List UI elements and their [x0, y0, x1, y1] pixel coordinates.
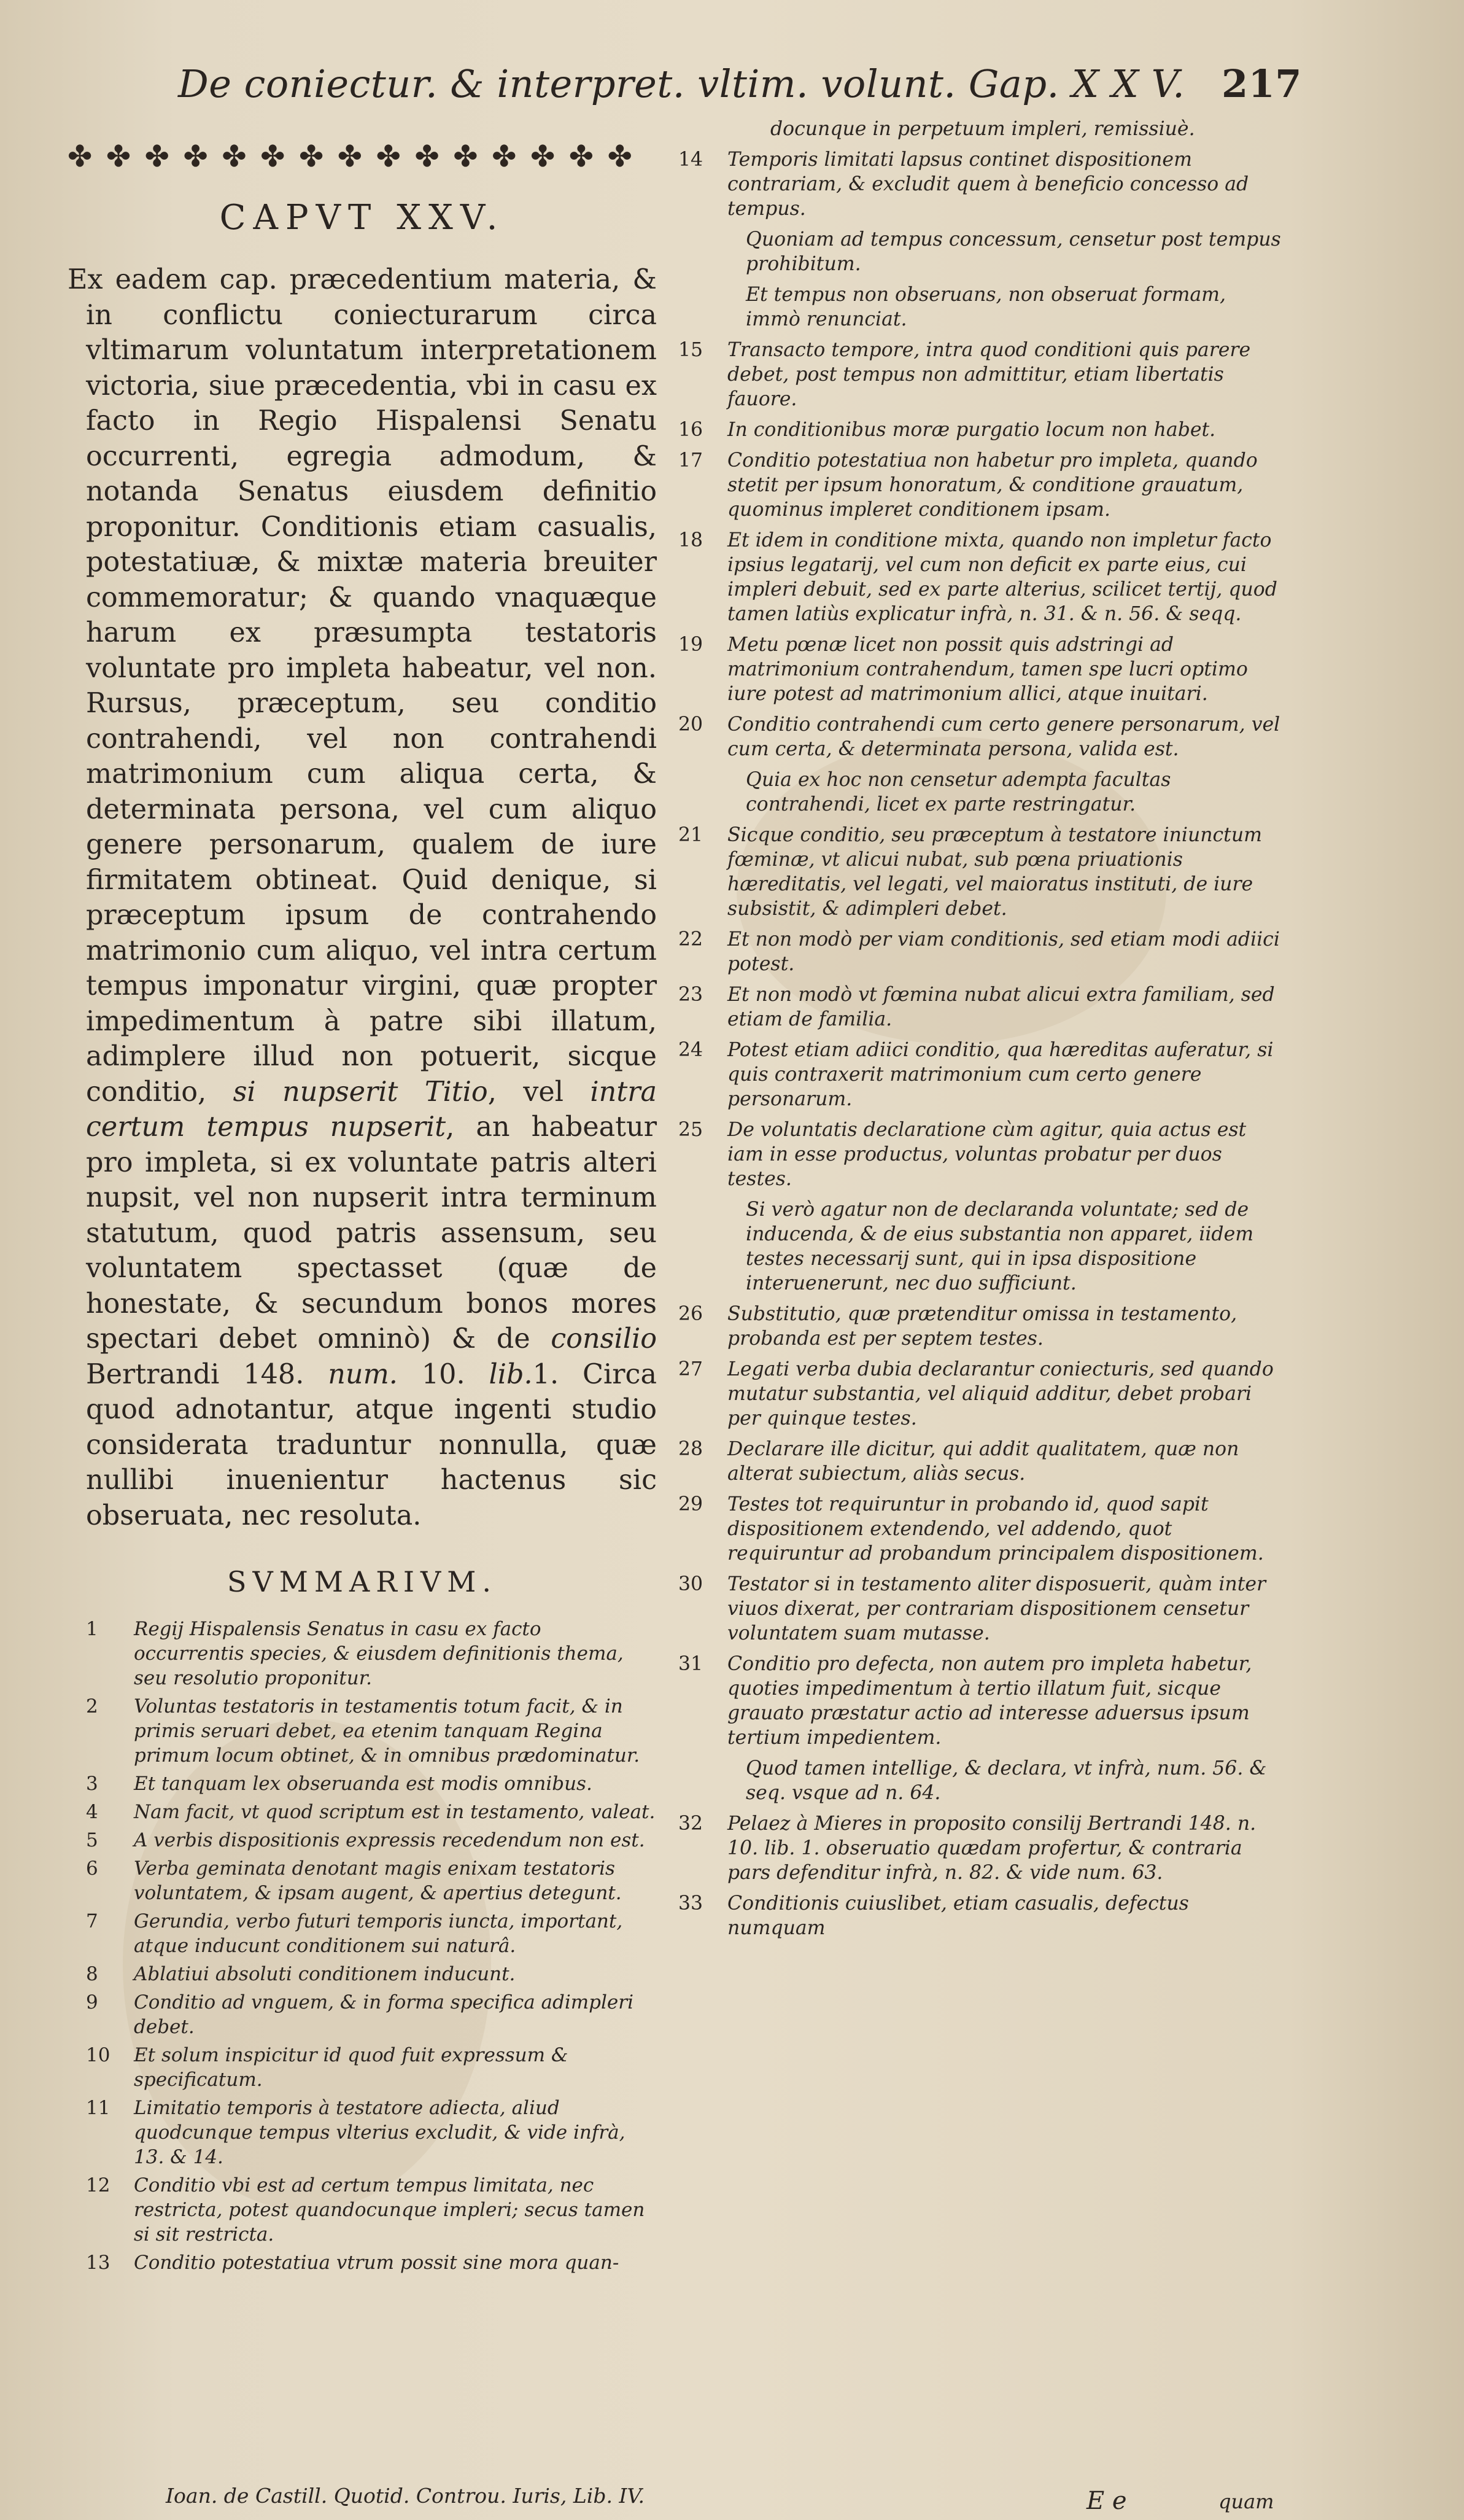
- signature-mark: E e: [1086, 2487, 1127, 2515]
- summary-item-text: Et non modò per viam conditionis, sed etiam modi adiici potest.: [727, 928, 1280, 975]
- summary-item: [68, 2043, 657, 2092]
- summary-item-text: Conditio potestatiua non habetur pro impleta, quando stetit per ipsum honoratum, & conditione grauatum, quominus impleret conditionem ipsam.: [727, 449, 1258, 521]
- summary-item: [672, 227, 1286, 276]
- summary-item-text: Testes tot requiruntur in probando id, quod sapit dispositionem extendendo, vel addendo, quot requiruntur ad probandum principalem dispositionem.: [727, 1493, 1264, 1565]
- summary-item: [672, 1038, 1286, 1111]
- summary-item-number: 19: [678, 634, 703, 656]
- catchword: quam: [1218, 2490, 1274, 2513]
- summary-item-text: Quoniam ad tempus concessum, censetur post tempus prohibitum.: [746, 228, 1281, 275]
- summary-item-text: Legati verba dubia declarantur coniecturis, sed quando mutatur substantia, vel aliquid additur, debet probari per quinque testes.: [727, 1358, 1274, 1429]
- fleuron-icon: ✤: [183, 139, 208, 174]
- summary-item: [68, 1990, 657, 2039]
- argument-italic: intra certum tempus nupserit: [86, 1076, 657, 1143]
- summary-item-number: 14: [678, 149, 703, 171]
- summary-item-text: Et idem in conditione mixta, quando non impletur facto ipsius legatarij, vel cum non deficit ex parte eius, cui impleri debuit, sed ex parte alterius, scilicet tertij, quod tamen latiùs explicatur infrà, n. 31. & n. 56. & seqq.: [727, 529, 1277, 625]
- summary-item: [672, 712, 1286, 761]
- summary-item-number: 8: [86, 1963, 98, 1985]
- summary-item-text: Pelaez à Mieres in proposito consilij Bertrandi 148. n. 10. lib. 1. obseruatio quædam profertur, & contraria pars defenditur infrà, n. 82. & vide num. 63.: [727, 1813, 1257, 1884]
- summary-item: [672, 1492, 1286, 1566]
- summary-item-text: Declarare ille dicitur, qui addit qualitatem, quæ non alterat subiectum, aliàs secus.: [727, 1438, 1239, 1485]
- summary-item-number: 29: [678, 1493, 703, 1515]
- summary-item-text: Quia ex hoc non censetur adempta facultas contrahendi, licet ex parte restringatur.: [746, 769, 1171, 815]
- footer-book: Lib. IV.: [573, 2484, 645, 2508]
- summary-item: [672, 117, 1286, 141]
- summary-item-number: 10: [86, 2044, 110, 2066]
- summary-item: [672, 528, 1286, 626]
- summary-item-text: Sicque conditio, seu præceptum à testatore iniunctum fœminæ, vt alicui nubat, sub pœna priuationis hæreditatis, vel legati, vel maioratus instituti, de iure subsistit, & adimpleri debet.: [727, 824, 1262, 920]
- summary-item: [672, 1572, 1286, 1646]
- argument-text: Bertrandi 148.: [86, 1358, 328, 1390]
- summary-item-number: 17: [678, 449, 703, 472]
- chapter-argument: [68, 262, 657, 1533]
- summary-item-number: 11: [86, 2097, 110, 2119]
- summary-item: [672, 418, 1286, 442]
- summary-item: [68, 1771, 657, 1796]
- summary-item-text: Conditionis cuiuslibet, etiam casualis, defectus numquam: [727, 1892, 1189, 1939]
- fleuron-icon: ✤: [530, 139, 556, 174]
- footer-author: [166, 2484, 645, 2508]
- summary-item: [68, 1856, 657, 1905]
- summary-item-text: Conditio contrahendi cum certo genere personarum, vel cum certa, & determinata persona, valida est.: [727, 714, 1280, 760]
- summary-item: [672, 338, 1286, 411]
- summarium-list-right: [672, 117, 1286, 1940]
- summary-item: [672, 927, 1286, 976]
- summary-item: [672, 448, 1286, 522]
- summary-item-text: Et tempus non obseruans, non obseruat formam, immò renunciat.: [746, 284, 1226, 330]
- fleuron-icon: ✤: [453, 139, 478, 174]
- summary-item: [672, 1357, 1286, 1431]
- summary-item-number: 16: [678, 419, 703, 441]
- fleuron-icon: ✤: [144, 139, 169, 174]
- argument-italic: lib.: [489, 1358, 533, 1390]
- summary-item-number: 31: [678, 1653, 703, 1675]
- summary-item-number: 27: [678, 1358, 703, 1380]
- footer-author-text: Ioan. de Castill. Quotid. Controu. Iuris,: [166, 2484, 573, 2508]
- argument-text: Ex eadem cap. præcedentium materia, & in conflictu coniecturarum circa vltimarum voluntatum interpretationem victoria, siue præcedentia, vbi in casu ex facto in Regio Hispalensi Senatu occurrenti, egregia admodum, & notanda Senatus eiusdem definitio proponitur. Conditionis etiam casualis, potestatiuæ, & mixtæ materia breuiter commemoratur; & quando vnaquæque harum ex præsumpta testatoris voluntate pro impleta habeatur, vel non. Rursus, præceptum, seu conditio contrahendi, vel non contrahendi matrimonium cum aliqua certa, & determinata persona, vel cum aliquo genere personarum, qualem de iure firmitatem obtineat. Quid denique, si præceptum ipsum de contrahendo matrimonio cum aliquo, vel intra certum tempus imponatur virgini, quæ propter impedimentum à patre sibi illatum, adimplere illud non potuerit, sicque conditio,: [68, 264, 657, 1108]
- summary-item: [672, 823, 1286, 921]
- summary-item: [672, 1811, 1286, 1885]
- fleuron-icon: ✤: [222, 139, 247, 174]
- chapter-heading: CAPVT XXV.: [219, 198, 505, 238]
- summary-item-number: 21: [678, 824, 703, 846]
- summary-item-number: 30: [678, 1573, 703, 1595]
- summary-item: [672, 1437, 1286, 1486]
- summary-item-number: 9: [86, 1991, 98, 2013]
- summary-item-text: Nam facit, vt quod scriptum est in testamento, valeat.: [134, 1801, 656, 1823]
- summary-item: [672, 282, 1286, 332]
- summary-item: [68, 1694, 657, 1768]
- summary-item-number: 24: [678, 1039, 703, 1061]
- summary-item-number: 13: [86, 2252, 110, 2274]
- summary-item-text: Conditio ad vnguem, & in forma specifica adimpleri debet.: [134, 1991, 634, 2038]
- summary-item-text: Conditio pro defecta, non autem pro impleta habetur, quoties impedimentum à tertio illatum fuit, sicque grauato præstatur actio ad interesse aduersus ipsum tertium impedientem.: [727, 1653, 1252, 1749]
- summary-item: [672, 147, 1286, 221]
- summary-item-text: Quod tamen intellige, & declara, vt infrà, num. 56. & seq. vsque ad n. 64.: [746, 1757, 1267, 1804]
- summary-item-text: Et non modò vt fœmina nubat alicui extra familiam, sed etiam de familia.: [727, 984, 1275, 1030]
- summary-item: [672, 982, 1286, 1032]
- summary-item-text: Et tanquam lex obseruanda est modis omnibus.: [134, 1773, 592, 1795]
- summary-item-number: 2: [86, 1695, 98, 1717]
- summary-item-text: Transacto tempore, intra quod conditioni quis parere debet, post tempus non admittitur, etiam libertatis fauore.: [727, 339, 1251, 410]
- ornament-band: [68, 138, 632, 175]
- summary-item-number: 23: [678, 984, 703, 1006]
- summary-item-text: Conditio vbi est ad certum tempus limitata, nec restricta, potest quandocunque impleri; secus tamen si sit restricta.: [134, 2174, 645, 2246]
- fleuron-icon: ✤: [260, 139, 285, 174]
- summary-item-text: Conditio potestatiua vtrum possit sine mora quan-: [134, 2252, 619, 2274]
- fleuron-icon: ✤: [298, 139, 324, 174]
- argument-text: , an habeatur pro impleta, si ex voluntate patris alteri nupsit, vel non nupserit intra terminum statutum, quod patris assensum, seu voluntatem spectasset (quæ de honestate, & secundum bonos mores spectari debet omninò) & de: [86, 1111, 657, 1355]
- summary-item-number: 6: [86, 1857, 98, 1880]
- summary-item: [672, 1197, 1286, 1296]
- summarium-list-left: [68, 1617, 657, 2275]
- argument-italic: consilio: [551, 1323, 657, 1355]
- summary-item: [68, 2173, 657, 2247]
- summary-item-number: 33: [678, 1892, 703, 1915]
- summary-item-text: docunque in perpetuum impleri, remissiuè.: [770, 118, 1195, 140]
- summary-item-text: De voluntatis declaratione cùm agitur, quia actus est iam in esse productus, voluntas probatur per duos testes.: [727, 1119, 1247, 1190]
- summary-item: [68, 2096, 657, 2169]
- summary-item-number: 25: [678, 1119, 703, 1141]
- summary-item: [68, 1962, 657, 1986]
- fleuron-icon: ✤: [414, 139, 440, 174]
- fleuron-icon: ✤: [376, 139, 401, 174]
- fleuron-icon: ✤: [492, 139, 517, 174]
- argument-italic: num.: [328, 1358, 398, 1390]
- summary-item: [672, 1118, 1286, 1191]
- summary-item: [68, 1617, 657, 1690]
- summary-item-text: Regij Hispalensis Senatus in casu ex facto occurrentis species, & eiusdem definitionis thema, seu resolutio proponitur.: [134, 1618, 624, 1689]
- summary-item-text: Substitutio, quæ prætenditur omissa in testamento, probanda est per septem testes.: [727, 1303, 1237, 1350]
- argument-text: , vel: [487, 1076, 591, 1108]
- summary-item-number: 1: [86, 1618, 98, 1640]
- right-column: [672, 117, 1286, 1946]
- fleuron-icon: ✤: [106, 139, 131, 174]
- summary-item-text: Temporis limitati lapsus continet dispositionem contrariam, & excludit quem à beneficio concesso ad tempus.: [727, 149, 1249, 220]
- page-number: 217: [1222, 61, 1302, 106]
- summary-item-text: Potest etiam adiici conditio, qua hæreditas auferatur, si quis contraxerit matrimonium cum certo genere personarum.: [727, 1039, 1274, 1110]
- summary-item-number: 7: [86, 1910, 98, 1932]
- summary-item-number: 5: [86, 1829, 98, 1851]
- argument-text: 10.: [397, 1358, 489, 1390]
- summarium-heading: SVMMARIVM.: [227, 1565, 497, 1598]
- summary-item-number: 20: [678, 714, 703, 736]
- summary-item-text: Gerundia, verbo futuri temporis iuncta, important, atque inducunt conditionem sui naturâ.: [134, 1910, 623, 1957]
- fleuron-icon: ✤: [568, 139, 594, 174]
- fleuron-icon: ✤: [68, 139, 93, 174]
- summary-item: [68, 1828, 657, 1853]
- summary-item-number: 3: [86, 1773, 98, 1795]
- summary-item-number: 18: [678, 529, 703, 551]
- fleuron-icon: ✤: [337, 139, 363, 174]
- summary-item-text: Si verò agatur non de declaranda voluntate; sed de inducenda, & de eius substantia non apparet, iidem testes necessarij sunt, qui in ipsa dispositione interuenerunt, nec duo sufficiunt.: [746, 1199, 1254, 1294]
- argument-text: 1. Circa quod adnotantur, atque ingenti studio considerata traduntur nonnulla, quæ nullibi inuenientur hactenus sic obseruata, nec resoluta.: [86, 1358, 657, 1531]
- summary-item: [68, 1800, 657, 1824]
- summary-item-text: Limitatio temporis à testatore adiecta, aliud quodcunque tempus vlterius excludit, & vide infrà, 13. & 14.: [134, 2097, 625, 2168]
- summary-item-text: Verba geminata denotant magis enixam testatoris voluntatem, & ipsam augent, & apertius detegunt.: [134, 1857, 622, 1904]
- summary-item: [672, 1756, 1286, 1805]
- summary-item-number: 15: [678, 339, 703, 361]
- summary-item: [68, 2250, 657, 2275]
- summary-item-number: 22: [678, 928, 703, 951]
- summary-item-number: 28: [678, 1438, 703, 1460]
- summary-item-text: Metu pœnæ licet non possit quis adstringi ad matrimonium contrahendum, tamen spe lucri optimo iure potest ad matrimonium allici, atque inuitari.: [727, 634, 1248, 705]
- summary-item: [672, 1302, 1286, 1351]
- summary-item-text: Voluntas testatoris in testamentis totum facit, & in primis seruari debet, ea etenim tanquam Regina primum locum obtinet, & in omnibus prædominatur.: [134, 1695, 640, 1767]
- left-column: [68, 184, 657, 2279]
- summary-item-number: 32: [678, 1813, 703, 1835]
- summary-item-number: 4: [86, 1801, 98, 1823]
- summary-item-number: 26: [678, 1303, 703, 1325]
- summary-item-text: A verbis dispositionis expressis recedendum non est.: [134, 1829, 645, 1851]
- summary-item: [68, 1909, 657, 1958]
- running-head-title: De coniectur. & interpret. vltim. volunt. Gap. X X V.: [178, 61, 1185, 106]
- summary-item: [672, 1891, 1286, 1940]
- summary-item: [672, 768, 1286, 817]
- summary-item: [672, 632, 1286, 706]
- summary-item: [672, 1652, 1286, 1750]
- argument-italic: si nupserit Titio: [233, 1076, 488, 1108]
- summary-item-text: Testator si in testamento aliter disposuerit, quàm inter viuos dixerat, per contrariam dispositionem censetur voluntatem suam mutasse.: [727, 1573, 1266, 1644]
- fleuron-icon: ✤: [607, 139, 632, 174]
- summary-item-number: 12: [86, 2174, 110, 2196]
- summary-item-text: Et solum inspicitur id quod fuit expressum & specificatum.: [134, 2044, 568, 2091]
- summary-item-text: In conditionibus moræ purgatio locum non habet.: [727, 419, 1216, 441]
- summary-item-text: Ablatiui absoluti conditionem inducunt.: [134, 1963, 516, 1985]
